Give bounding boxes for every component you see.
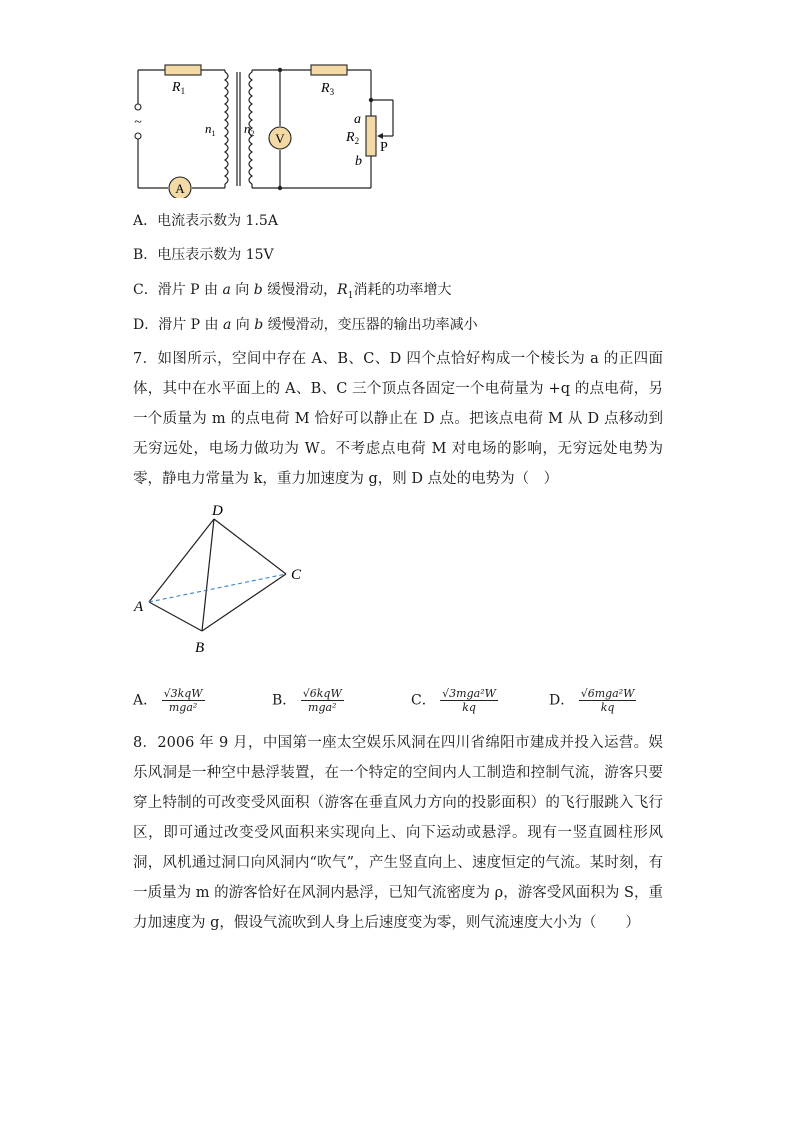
svg-text:C: C xyxy=(291,567,302,583)
q6-option-c: C．滑片 P 由 a 向 b 缓慢滑动，$R_1$消耗的功率增大 xyxy=(133,282,452,301)
svg-text:R3: $R_3$ xyxy=(321,81,335,97)
q6-option-d: D．滑片 P 由 a 向 b 缓慢滑动，变压器的输出功率减小 xyxy=(133,317,478,333)
q7-option-a: A． $\frac{\text{√3kqW}}{\text{mga²}}$ xyxy=(133,687,203,714)
q7-option-b: B． $\frac{\text{√6kqW}}{\text{mga²}}$ xyxy=(272,687,342,714)
resistor-r1 xyxy=(165,65,201,75)
svg-text:n1: $n_1$ xyxy=(205,121,216,138)
input-terminal-top xyxy=(135,104,141,110)
svg-text:a: a xyxy=(354,112,361,127)
q6-option-a: A．电流表示数为 1.5A xyxy=(133,213,278,229)
svg-text:~: ~ xyxy=(134,115,142,130)
svg-text:b: b xyxy=(355,154,362,169)
svg-text:R1: $R_1$ xyxy=(172,80,186,96)
svg-text:B: B xyxy=(195,640,205,656)
svg-text:P: P xyxy=(380,140,388,155)
tetrahedron-diagram xyxy=(130,500,320,660)
svg-text:A: A xyxy=(175,181,185,196)
q7-option-d: D． $\frac{\text{√6mga²W}}{kq}$ xyxy=(549,687,635,714)
svg-text:D: D xyxy=(212,503,223,519)
resistor-r2 xyxy=(366,116,376,156)
svg-text:A: A xyxy=(134,599,144,615)
resistor-r3 xyxy=(311,65,347,75)
svg-text:V: V xyxy=(275,131,285,146)
q8-stem: 8．2006 年 9 月，中国第一座太空娱乐风洞在四川省绵阳市建成并投入运营。娱乐风洞是一种空中悬浮装置，在一个特定的空间内人工制造和控制气流，游客只要穿上特制的可改变受风面积（游客在垂直风力方向的投影面积）的飞行服跳入飞行区，即可通过改变受风面积来实现向上、向下运动或悬浮。现有一竖直圆柱形风洞，风机通过洞口向风洞内“吹气”，产生竖直向上、速度恒定的气流。某时刻，有一质量为 m 的游客恰好在风洞内悬浮，已知气流密度为 ρ，游客受风面积为 S，重力加速度为 g，假设气流吹到人身上后速度变为零，则气流速度大小为（ ） xyxy=(133,735,663,931)
svg-text:R2: $R_2$ xyxy=(346,130,360,146)
q7-stem: 7．如图所示，空间中存在 A、B、C、D 四个点恰好构成一个棱长为 a 的正四面体，其中在水平面上的 A、B、C 三个顶点各固定一个电荷量为 +q 的点电荷，另一个质量为 m 的点电荷 M 恰好可以静止在 D 点。把该点电荷 M 从 D 点移动到无穷远处，电场力做功为 W。不考虑点电荷 M 对电场的影响，无穷远处电势为零，静电力常量为 k，重力加速度为 g，则 D 点处的电势为（ ） xyxy=(133,351,663,487)
q6-option-b: B．电压表示数为 15V xyxy=(133,247,274,263)
input-terminal-bottom xyxy=(135,133,141,139)
svg-text:n2: $n_2$ xyxy=(244,121,255,138)
q7-option-c: C． $\frac{\text{√3mga²W}}{kq}$ xyxy=(411,687,496,714)
transformer-circuit-diagram xyxy=(125,58,410,198)
